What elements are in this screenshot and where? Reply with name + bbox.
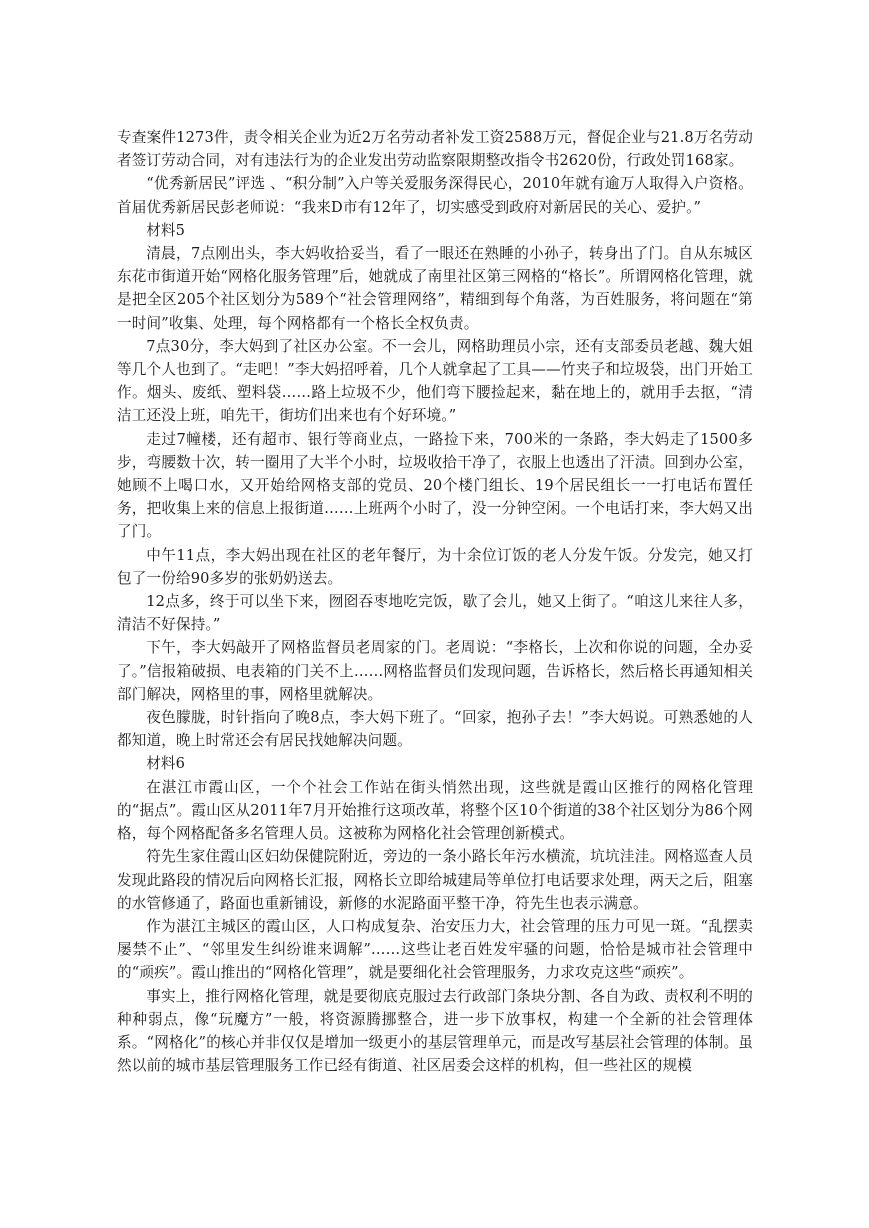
paragraph: 清晨，7点刚出头，李大妈收拾妥当，看了一眼还在熟睡的小孙子，转身出了门。自从东城区东花市街道开始“网格化服务管理”后，她就成了南里社区第三网格的“格长”。所谓网格化管理，就是把全区205个社区划分为589个“社会管理网络”，精细到每个角落，为百姓服务，将问题在“第一时间”收集、处理，每个网格都有一个格长全权负责。 — [117, 245, 753, 332]
paragraph: 12点多，终于可以坐下来，囫囵吞枣地吃完饭，歇了会儿，她又上街了。“咱这儿来往人多，清洁不好保持。” — [117, 593, 753, 634]
paragraph: 作为湛江主城区的霞山区，人口构成复杂、治安压力大，社会管理的压力可见一斑。“乱摆卖屡禁不止”、“邻里发生纠纷谁来调解”……这些让老百姓发牢骚的问题，恰恰是城市社会管理中的“顽疾”。霞山推出的“网格化管理”，就是要细化社会管理服务，力求攻克这些“顽疾”。 — [117, 917, 753, 982]
paragraph: 事实上，推行网格化管理，就是要彻底克服过去行政部门条块分割、各自为政、责权利不明的种种弱点，像“玩魔方”一般，将资源腾挪整合，进一步下放事权，构建一个全新的社会管理体系。“网格化”的核心并非仅仅是增加一级更小的基层管理单元，而是改写基层社会管理的体制。虽然以前的城市基层管理服务工作已经有街道、社区居委会这样的机构，但一些社区的规模 — [117, 987, 753, 1075]
paragraph: 7点30分，李大妈到了社区办公室。不一会儿，网格助理员小宗，还有支部委员老越、魏大姐等几个人也到了。“走吧！”李大妈招呼着，几个人就拿起了工具——竹夹子和垃圾袋，出门开始工作。烟头、废纸、塑料袋……路上垃圾不少，他们弯下腰捡起来，黏在地上的，就用手去抠，“清洁工还没上班，咱先干，街坊们出来也有个好环境。” — [117, 337, 753, 425]
paragraph: 走过7幢楼，还有超市、银行等商业点，一路捡下来，700米的一条路，李大妈走了1500多步，弯腰数十次，转一圈用了大半个小时，垃圾收拾干净了，衣服上也透出了汗渍。回到办公室，她顾不上喝口水，又开始给网格支部的党员、20个楼门组长、19个居民组长一一打电话布置任务，把收集上来的信息上报街道……上班两个小时了，没一分钟空闲。一个电话打来，李大妈又出了门。 — [117, 430, 753, 541]
document-page — [117, 126, 753, 1077]
paragraph: 在湛江市霞山区，一个个社会工作站在街头悄然出现，这些就是霞山区推行的网格化管理的“据点”。霞山区从2011年7月开始推行这项改革，将整个区10个街道的38个社区划分为86个网格，每个网格配备多名管理人员。这被称为网格化社会管理创新模式。 — [117, 778, 753, 843]
section-heading: 材料5 — [146, 221, 186, 239]
section-heading: 材料6 — [146, 755, 186, 773]
paragraph: 夜色朦胧，时针指向了晚8点，李大妈下班了。“回家，抱孙子去！”李大妈说。可熟悉她的人都知道，晚上时常还会有居民找她解决问题。 — [117, 709, 753, 750]
paragraph: 中午11点，李大妈出现在社区的老年餐厅，为十余位订饭的老人分发午饭。分发完，她又打包了一份给90多岁的张奶奶送去。 — [117, 546, 753, 587]
paragraph: 符先生家住霞山区妇幼保健院附近，旁边的一条小路长年污水横流，坑坑洼洼。网格巡查人员发现此路段的情况后向网格长汇报，网格长立即给城建局等单位打电话要求处理，两天之后，阻塞的水管修通了，路面也重新铺设，新修的水泥路面平整干净，符先生也表示满意。 — [117, 848, 753, 912]
paragraph: 专查案件1273件，责令相关企业为近2万名劳动者补发工资2588万元，督促企业与21.8万名劳动者签订劳动合同，对有违法行为的企业发出劳动监察限期整改指令书2620份，行政处罚168家。 — [117, 129, 753, 170]
paragraph: 下午，李大妈敲开了网格监督员老周家的门。老周说：“李格长，上次和你说的问题，全办妥了。”信报箱破损、电表箱的门关不上……网格监督员们发现问题，告诉格长，然后格长再通知相关部门解决，网格里的事，网格里就解决。 — [117, 639, 753, 703]
paragraph: “优秀新居民”评选 、“积分制”入户等关爱服务深得民心，2010年就有逾万人取得入户资格。首届优秀新居民彭老师说：“我来D市有12年了，切实感受到政府对新居民的关心、爱护。” — [117, 175, 753, 216]
